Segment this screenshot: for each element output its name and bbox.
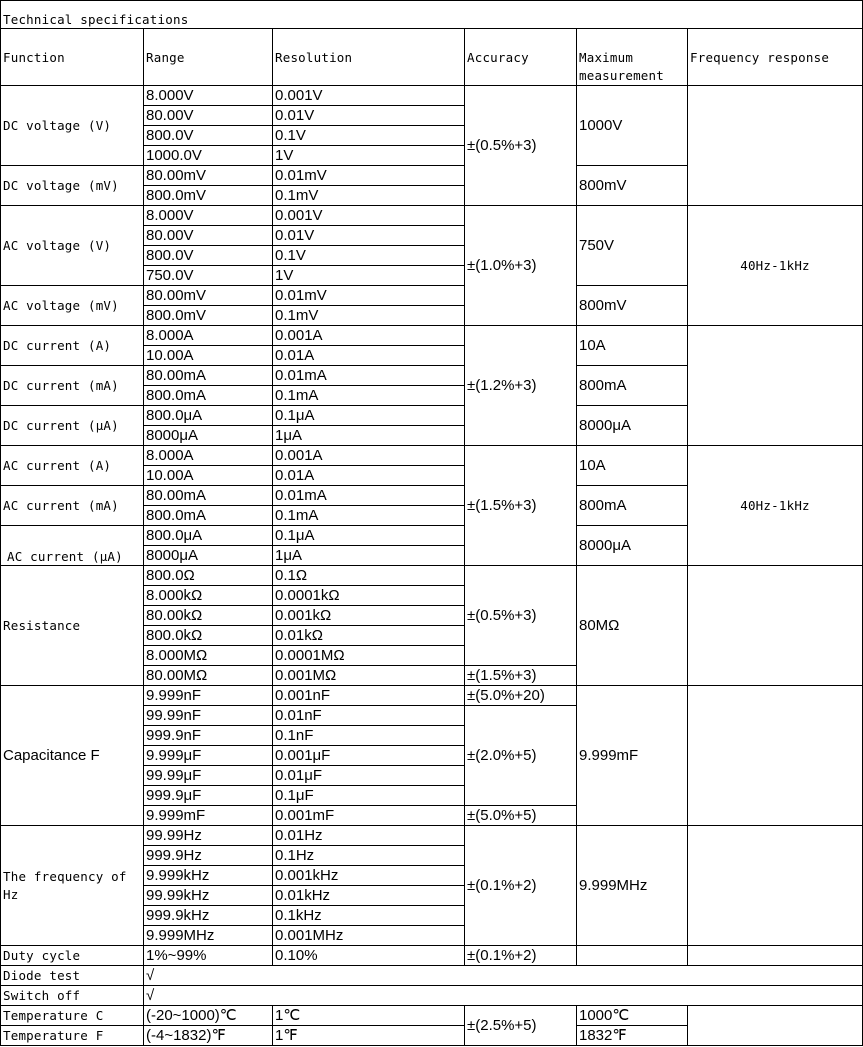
range-cell: 80.00mV	[144, 166, 273, 186]
resolution-cell: 0.1μF	[273, 786, 465, 806]
resolution-cell: 0.001MHz	[273, 926, 465, 946]
table-title: Technical specifications	[1, 1, 863, 29]
range-cell: 8.000V	[144, 206, 273, 226]
resolution-cell: 1μA	[273, 426, 465, 446]
range-cell: (-4~1832)℉	[144, 1026, 273, 1046]
range-cell: 8.000A	[144, 326, 273, 346]
range-cell: 9.999mF	[144, 806, 273, 826]
resolution-cell: 0.001μF	[273, 746, 465, 766]
accuracy-cell: ±(5.0%+20)	[465, 686, 577, 706]
resolution-cell: 1℉	[273, 1026, 465, 1046]
resolution-cell: 1V	[273, 146, 465, 166]
function-cell: DC current (A)	[1, 326, 144, 366]
header-accuracy: Accuracy	[465, 29, 577, 86]
range-cell: 10.00A	[144, 346, 273, 366]
range-cell: 10.00A	[144, 466, 273, 486]
function-cell: Temperature F	[1, 1026, 144, 1046]
function-cell: Switch off	[1, 986, 144, 1006]
range-cell: 800.0μA	[144, 526, 273, 546]
max-cell: 9.999MHz	[577, 826, 688, 946]
resolution-cell: 0.001V	[273, 206, 465, 226]
range-cell: 999.9nF	[144, 726, 273, 746]
max-cell: 800mV	[577, 166, 688, 206]
accuracy-cell: ±(0.5%+3)	[465, 566, 577, 666]
function-cell: AC voltage (mV)	[1, 286, 144, 326]
header-range: Range	[144, 29, 273, 86]
table-row	[1, 1006, 863, 1026]
accuracy-cell: ±(1.5%+3)	[465, 666, 577, 686]
range-cell: 9.999MHz	[144, 926, 273, 946]
resolution-cell: 0.01mV	[273, 166, 465, 186]
resolution-cell: 0.01V	[273, 106, 465, 126]
range-cell: 8000μA	[144, 426, 273, 446]
freq-response-cell	[688, 946, 863, 966]
max-cell: 10A	[577, 446, 688, 486]
function-cell: Temperature C	[1, 1006, 144, 1026]
freq-response-cell: 40Hz-1kHz	[688, 206, 863, 326]
range-cell: 1000.0V	[144, 146, 273, 166]
max-cell: 10A	[577, 326, 688, 366]
range-cell: 800.0mV	[144, 306, 273, 326]
range-cell: 999.9kHz	[144, 906, 273, 926]
resolution-cell: 1V	[273, 266, 465, 286]
function-cell: Duty cycle	[1, 946, 144, 966]
table-row	[1, 86, 863, 106]
resolution-cell: 0.001A	[273, 446, 465, 466]
range-cell: 80.00kΩ	[144, 606, 273, 626]
range-cell: (-20~1000)℃	[144, 1006, 273, 1026]
freq-response-cell	[688, 686, 863, 826]
max-cell: 8000μA	[577, 526, 688, 566]
max-cell: 1000V	[577, 86, 688, 166]
max-cell: 800mA	[577, 486, 688, 526]
resolution-cell: 0.01mA	[273, 366, 465, 386]
range-cell: 800.0V	[144, 126, 273, 146]
resolution-cell: 0.001nF	[273, 686, 465, 706]
resolution-cell: 1μA	[273, 546, 465, 566]
range-cell: 800.0μA	[144, 406, 273, 426]
function-cell: AC current (μA)	[1, 526, 144, 566]
range-cell: 1%~99%	[144, 946, 273, 966]
table-row	[1, 326, 863, 346]
range-cell: 9.999μF	[144, 746, 273, 766]
max-cell: 1000℃	[577, 1006, 688, 1026]
range-cell: 99.99kHz	[144, 886, 273, 906]
function-cell: AC voltage (V)	[1, 206, 144, 286]
freq-response-cell	[688, 566, 863, 686]
table-row	[1, 206, 863, 226]
max-cell: 8000μA	[577, 406, 688, 446]
range-cell: 80.00V	[144, 106, 273, 126]
range-cell: 80.00MΩ	[144, 666, 273, 686]
table-row	[1, 566, 863, 586]
table-row	[1, 946, 863, 966]
max-cell: 1832℉	[577, 1026, 688, 1046]
function-cell: DC current (μA)	[1, 406, 144, 446]
range-cell: 80.00mA	[144, 486, 273, 506]
max-cell: 750V	[577, 206, 688, 286]
resolution-cell: 0.0001kΩ	[273, 586, 465, 606]
range-cell: 800.0kΩ	[144, 626, 273, 646]
resolution-cell: 0.01nF	[273, 706, 465, 726]
freq-response-cell	[688, 1006, 863, 1046]
resolution-cell: 0.001MΩ	[273, 666, 465, 686]
resolution-cell: 0.0001MΩ	[273, 646, 465, 666]
header-maximum: Maximum measurement	[577, 29, 688, 86]
accuracy-cell: ±(5.0%+5)	[465, 806, 577, 826]
check-mark-cell: √	[144, 986, 863, 1006]
freq-response-cell	[688, 826, 863, 946]
accuracy-cell: ±(1.5%+3)	[465, 446, 577, 566]
range-cell: 99.99μF	[144, 766, 273, 786]
range-cell: 800.0mA	[144, 506, 273, 526]
accuracy-cell: ±(0.1%+2)	[465, 826, 577, 946]
range-cell: 99.99Hz	[144, 826, 273, 846]
table-row	[1, 446, 863, 466]
function-cell: AC current (A)	[1, 446, 144, 486]
resolution-cell: 0.01μF	[273, 766, 465, 786]
freq-response-cell	[688, 326, 863, 446]
table-row	[1, 966, 863, 986]
accuracy-cell: ±(2.5%+5)	[465, 1006, 577, 1046]
function-cell: Capacitance F	[1, 686, 144, 826]
resolution-cell: 0.01kΩ	[273, 626, 465, 646]
resolution-cell: 0.01Hz	[273, 826, 465, 846]
accuracy-cell: ±(2.0%+5)	[465, 706, 577, 806]
function-cell: The frequency of Hz	[1, 826, 144, 946]
accuracy-cell: ±(0.5%+3)	[465, 86, 577, 206]
range-cell: 800.0mV	[144, 186, 273, 206]
header-resolution: Resolution	[273, 29, 465, 86]
range-cell: 8.000V	[144, 86, 273, 106]
table-row	[1, 826, 863, 846]
range-cell: 999.9μF	[144, 786, 273, 806]
table-row	[1, 686, 863, 706]
check-mark-cell: √	[144, 966, 863, 986]
resolution-cell: 0.1V	[273, 126, 465, 146]
range-cell: 8.000MΩ	[144, 646, 273, 666]
range-cell: 80.00V	[144, 226, 273, 246]
range-cell: 8.000A	[144, 446, 273, 466]
range-cell: 9.999nF	[144, 686, 273, 706]
resolution-cell: 0.001kHz	[273, 866, 465, 886]
max-cell	[577, 946, 688, 966]
resolution-cell: 0.01A	[273, 466, 465, 486]
function-cell: Diode test	[1, 966, 144, 986]
resolution-cell: 0.1μA	[273, 526, 465, 546]
resolution-cell: 0.1mV	[273, 186, 465, 206]
range-cell: 800.0Ω	[144, 566, 273, 586]
resolution-cell: 0.01mA	[273, 486, 465, 506]
range-cell: 9.999kHz	[144, 866, 273, 886]
resolution-cell: 0.1V	[273, 246, 465, 266]
resolution-cell: 0.001kΩ	[273, 606, 465, 626]
resolution-cell: 0.1kHz	[273, 906, 465, 926]
resolution-cell: 0.01kHz	[273, 886, 465, 906]
resolution-cell: 1℃	[273, 1006, 465, 1026]
function-cell: AC current (mA)	[1, 486, 144, 526]
table-row	[1, 986, 863, 1006]
max-cell: 80MΩ	[577, 566, 688, 686]
max-cell: 800mA	[577, 366, 688, 406]
range-cell: 999.9Hz	[144, 846, 273, 866]
function-cell: DC voltage (mV)	[1, 166, 144, 206]
resolution-cell: 0.01mV	[273, 286, 465, 306]
accuracy-cell: ±(0.1%+2)	[465, 946, 577, 966]
resolution-cell: 0.1mA	[273, 386, 465, 406]
function-cell: DC voltage (V)	[1, 86, 144, 166]
range-cell: 99.99nF	[144, 706, 273, 726]
resolution-cell: 0.001V	[273, 86, 465, 106]
max-cell: 9.999mF	[577, 686, 688, 826]
resolution-cell: 0.1mV	[273, 306, 465, 326]
resolution-cell: 0.01V	[273, 226, 465, 246]
header-frequency-response: Frequency response	[688, 29, 863, 86]
max-cell: 800mV	[577, 286, 688, 326]
resolution-cell: 0.1mA	[273, 506, 465, 526]
range-cell: 800.0mA	[144, 386, 273, 406]
function-cell: DC current (mA)	[1, 366, 144, 406]
freq-response-cell: 40Hz-1kHz	[688, 446, 863, 566]
resolution-cell: 0.01A	[273, 346, 465, 366]
resolution-cell: 0.001mF	[273, 806, 465, 826]
accuracy-cell: ±(1.2%+3)	[465, 326, 577, 446]
resolution-cell: 0.1μA	[273, 406, 465, 426]
resolution-cell: 0.1Ω	[273, 566, 465, 586]
resolution-cell: 0.1Hz	[273, 846, 465, 866]
header-function: Function	[1, 29, 144, 86]
range-cell: 80.00mV	[144, 286, 273, 306]
range-cell: 8.000kΩ	[144, 586, 273, 606]
range-cell: 80.00mA	[144, 366, 273, 386]
range-cell: 8000μA	[144, 546, 273, 566]
resolution-cell: 0.001A	[273, 326, 465, 346]
accuracy-cell: ±(1.0%+3)	[465, 206, 577, 326]
resolution-cell: 0.1nF	[273, 726, 465, 746]
resolution-cell: 0.10%	[273, 946, 465, 966]
range-cell: 750.0V	[144, 266, 273, 286]
range-cell: 800.0V	[144, 246, 273, 266]
function-cell: Resistance	[1, 566, 144, 686]
freq-response-cell	[688, 86, 863, 206]
